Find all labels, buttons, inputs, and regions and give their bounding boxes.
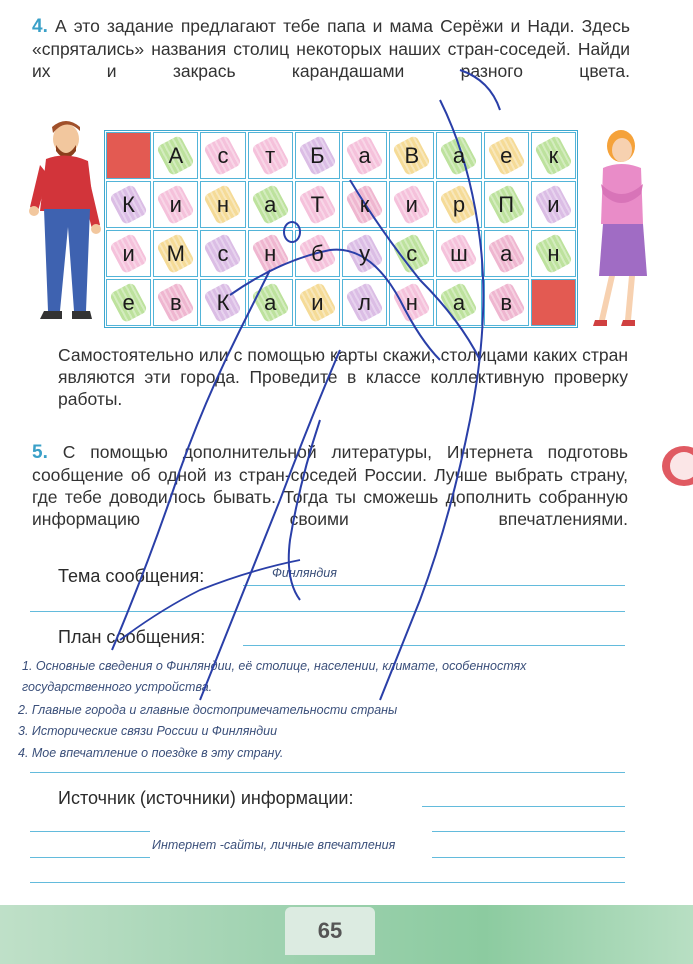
- grid-cell: [436, 181, 481, 228]
- grid-letter: т: [265, 142, 276, 168]
- plan-line-2: [30, 772, 625, 773]
- grid-letter: и: [405, 191, 418, 217]
- grid-cell: [484, 230, 529, 277]
- grid-letter: н: [547, 240, 560, 266]
- plan-item-1: 1. Основные сведения о Финляндии, её столице, населении, климате, особенностях: [22, 659, 527, 673]
- father-illustration: [24, 115, 106, 325]
- topic-line-2: [30, 611, 625, 612]
- grid-cell: [200, 279, 245, 326]
- task-4-number: 4.: [32, 16, 48, 37]
- grid-cell: [295, 132, 340, 179]
- plan-item-1-cont: государственного устройства.: [22, 680, 213, 694]
- grid-letter: В: [404, 142, 420, 168]
- source-line-3a: [30, 857, 150, 858]
- grid-cell: [153, 181, 198, 228]
- grid-letter: Т: [310, 191, 325, 217]
- task-5-text: [32, 441, 628, 530]
- plan-line: [243, 645, 625, 646]
- grid-cell: [389, 181, 434, 228]
- plan-item-3: 3. Исторические связи России и Финляндии: [18, 724, 278, 738]
- grid-cell: [248, 230, 293, 277]
- source-line-3b: [432, 857, 625, 858]
- grid-cell: [106, 181, 151, 228]
- grid-cell: [342, 181, 387, 228]
- grid-cell: [106, 279, 151, 326]
- grid-letter: с: [217, 142, 229, 168]
- grid-letter: в: [500, 289, 513, 315]
- grid-cell: [342, 279, 387, 326]
- grid-cell: [531, 181, 576, 228]
- grid-cell: [342, 230, 387, 277]
- page-number: 65: [285, 907, 375, 955]
- grid-cell: [484, 181, 529, 228]
- grid-cell: [200, 230, 245, 277]
- grid-cell-filled: [106, 132, 151, 179]
- plan-item-4: 4. Мое впечатление о поездке в эту страну.: [18, 746, 284, 760]
- grid-cell: [295, 181, 340, 228]
- source-line-2b: [432, 831, 625, 832]
- grid-letter: в: [169, 289, 182, 315]
- grid-cell: [531, 132, 576, 179]
- grid-cell: [389, 132, 434, 179]
- grid-letter: л: [358, 289, 372, 315]
- grid-letter: Б: [310, 142, 325, 168]
- grid-cell: [153, 279, 198, 326]
- grid-letter: н: [264, 240, 277, 266]
- grid-cell: [436, 230, 481, 277]
- grid-letter: и: [311, 289, 324, 315]
- task-4-body: А это задание предлагают тебе папа и мама Серёжи и Нади. Здесь «спрятались» названия столиц некоторых наших стран-соседей. Найди их и закрась карандашами разного цвета.: [32, 16, 630, 81]
- grid-letter: и: [547, 191, 560, 217]
- plan-item-2: 2. Главные города и главные достопримечательности страны: [18, 703, 398, 717]
- grid-letter: а: [264, 289, 277, 315]
- grid-cell: [295, 230, 340, 277]
- grid-cell: [248, 181, 293, 228]
- task-4-note: Самостоятельно или с помощью карты скажи, столицами каких стран являются эти города. Проведите в классе коллективную проверку работы.: [58, 345, 628, 409]
- topic-label: Тема сообщения:: [58, 566, 205, 586]
- side-tab-marker: [662, 446, 693, 486]
- grid-letter: а: [358, 142, 371, 168]
- grid-cell: [200, 181, 245, 228]
- grid-cell: [389, 230, 434, 277]
- task-4-text: [32, 15, 630, 82]
- grid-letter: с: [217, 240, 229, 266]
- grid-cell: [153, 132, 198, 179]
- source-value: Интернет -сайты, личные впечатления: [152, 838, 396, 852]
- grid-letter: а: [264, 191, 277, 217]
- grid-letter: К: [122, 191, 135, 217]
- grid-cell: [106, 230, 151, 277]
- grid-letter: М: [166, 240, 185, 266]
- topic-value: Финляндия: [272, 566, 337, 580]
- grid-letter: ш: [450, 240, 468, 266]
- source-line-4: [30, 882, 625, 883]
- letter-grid: [104, 130, 578, 328]
- grid-letter: а: [452, 289, 466, 315]
- grid-letter: н: [216, 191, 230, 217]
- grid-cell: [531, 230, 576, 277]
- grid-letter: р: [452, 191, 466, 217]
- grid-cell: [153, 230, 198, 277]
- grid-letter: у: [359, 240, 371, 266]
- grid-cell: [436, 132, 481, 179]
- grid-cell: [436, 279, 481, 326]
- grid-letter: с: [406, 240, 418, 266]
- grid-letter: а: [452, 142, 466, 168]
- grid-letter: н: [405, 289, 418, 315]
- grid-cell: [342, 132, 387, 179]
- grid-letter: е: [500, 142, 513, 168]
- source-line: [422, 806, 625, 807]
- task-5-number: 5.: [32, 442, 48, 463]
- grid-letter: а: [500, 240, 513, 266]
- source-label: Источник (источники) информации:: [58, 788, 354, 808]
- grid-letter: б: [311, 240, 324, 266]
- topic-line: [243, 585, 625, 586]
- grid-cell: [389, 279, 434, 326]
- mother-illustration: [585, 124, 655, 329]
- grid-letter: П: [498, 191, 515, 217]
- source-line-2a: [30, 831, 150, 832]
- grid-cell: [295, 279, 340, 326]
- plan-label: План сообщения:: [58, 627, 206, 647]
- grid-letter: А: [168, 142, 184, 168]
- grid-cell: [248, 132, 293, 179]
- grid-letter: к: [359, 191, 370, 217]
- grid-letter: и: [122, 240, 135, 266]
- grid-letter: е: [122, 289, 135, 315]
- grid-letter: к: [548, 142, 559, 168]
- grid-cell: [248, 279, 293, 326]
- grid-letter: и: [169, 191, 182, 217]
- grid-cell-filled: [531, 279, 576, 326]
- task-5-body: С помощью дополнительной литературы, Интернета подготовь сообщение об одной из стран-соседей России. Лучше выбрать страну, где тебе доводилось бывать. Тогда ты сможешь дополнить собранную информацию своими впечатлениями.: [32, 442, 628, 529]
- grid-cell: [484, 132, 529, 179]
- grid-cell: [200, 132, 245, 179]
- grid-cell: [484, 279, 529, 326]
- grid-letter: К: [216, 289, 230, 315]
